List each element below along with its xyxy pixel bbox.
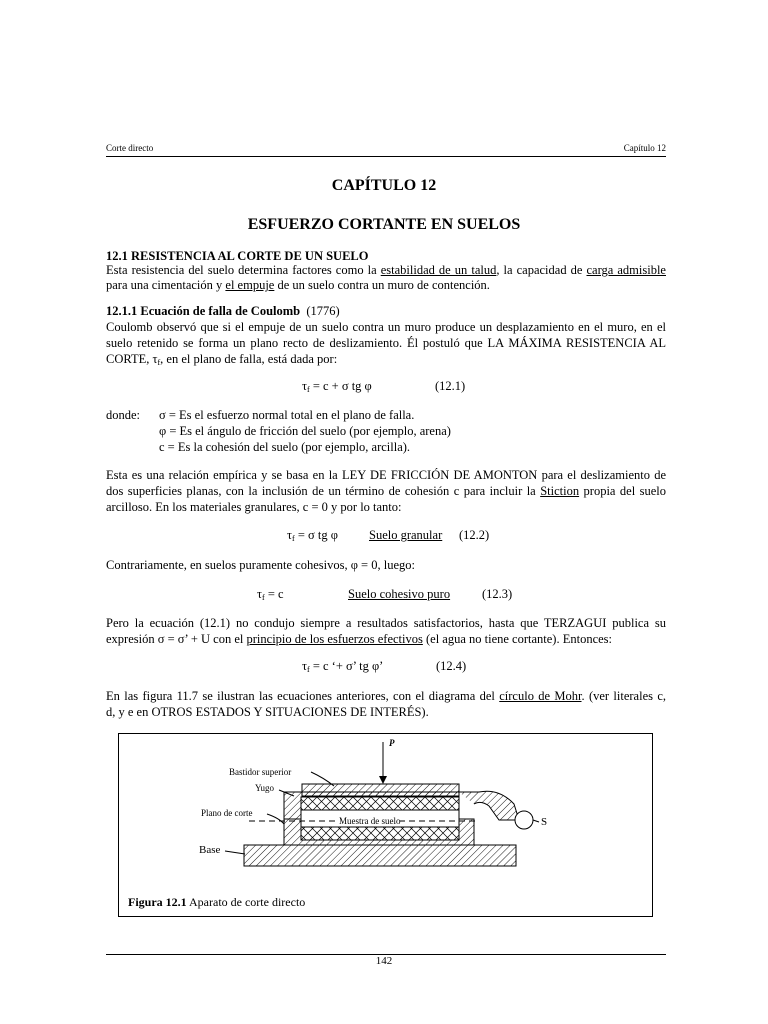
chapter-number: CAPÍTULO 12 (331, 177, 437, 194)
equation-12-1: $\tau_f = c + \sigma$ tg φ (302, 379, 372, 394)
para-line: En las figura 11.7 se ilustran las ecuaciones anteriores, con el diagrama del círculo de Mohr. (ver literales c, (106, 689, 667, 703)
definition-sigma: σ = Es el esfuerzo normal total en el plano de falla. (159, 408, 415, 422)
equation-12-3: $\tau_f = c$ (257, 587, 284, 602)
para-line: Esta es una relación empírica y se basa en la LEY DE FRICCIÓN DE AMONTON para el deslizamiento de (106, 468, 666, 482)
subsection-heading: 12.1.1 Ecuación de falla de Coulomb (1776) (106, 304, 340, 318)
equation-12-2: $\tau_f = \sigma$ tg φ (287, 528, 338, 543)
equation-label: Suelo granular (369, 528, 443, 542)
donde-label: donde: (106, 408, 141, 422)
section-heading: 12.1 RESISTENCIA AL CORTE DE UN SUELO (106, 249, 369, 263)
para-line: d, y e en OTROS ESTADOS Y SITUACIONES DE INTERÉS). (106, 705, 429, 719)
label-base: Base (199, 844, 221, 856)
para-line: Pero la ecuación (12.1) no condujo siempre a resultados satisfactorios, hasta que TERZAGUI publica su (106, 616, 666, 630)
para-line: expresión σ = σ’ + U con el principio de los esfuerzos efectivos (el agua no tiene cortante). Entonces: (106, 632, 613, 646)
label-plano-de-corte: Plano de corte (201, 808, 253, 818)
para-line: arcilloso. En los materiales granulares, c = 0 y por lo tanto: (106, 500, 402, 514)
equation-number: (12.4) (436, 659, 467, 673)
running-header-left: Corte directo (106, 143, 154, 153)
definition-phi: φ = Es el ángulo de fricción del suelo (por ejemplo, arena) (159, 424, 451, 438)
label-yugo: Yugo (255, 783, 275, 793)
figure-caption: Figura 12.1 Aparato de corte directo (128, 895, 306, 909)
equation-number: (12.3) (482, 587, 513, 601)
label-bastidor: Bastidor superior (229, 767, 292, 777)
definition-c: c = Es la cohesión del suelo (por ejemplo, arcilla). (159, 440, 411, 454)
equation-12-4: $\tau_f = c$ ‘+ σ’ tg φ’ (302, 659, 384, 674)
para-line: suelo retenido se forma un plano recto de deslizamiento. Él postuló que LA MÁXIMA RESISTENCIA AL (106, 336, 666, 350)
equation-number: (12.1) (435, 379, 466, 393)
para-line: dos superficies planas, con la inclusión de un término de cohesión c para incluir la Stiction propia del suelo (106, 484, 667, 498)
equation-label: Suelo cohesivo puro (348, 587, 451, 601)
para-line: para una cimentación y el empuje de un suelo contra un muro de contención. (106, 278, 490, 292)
label-p: P (389, 738, 395, 748)
chapter-title: ESFUERZO CORTANTE EN SUELOS (247, 216, 521, 233)
label-muestra: Muestra de suelo (339, 816, 401, 826)
page-number: 142 (375, 955, 393, 967)
running-header-right: Capítulo 12 (623, 143, 666, 153)
header-rule (106, 156, 666, 157)
figure-frame (118, 733, 653, 917)
para-line: Coulomb observó que si el empuje de un suelo contra un muro produce un desplazamiento en el muro, en el (106, 320, 666, 334)
label-s: S (541, 816, 548, 828)
para-line: Contrariamente, en suelos puramente cohesivos, φ = 0, luego: (106, 558, 415, 572)
para-line: CORTE, $\tau_f$, en el plano de falla, está dada por: (106, 352, 338, 367)
para-line: Esta resistencia del suelo determina factores como la estabilidad de un talud, la capacidad de carga admisible (106, 263, 666, 277)
equation-number: (12.2) (459, 528, 490, 542)
